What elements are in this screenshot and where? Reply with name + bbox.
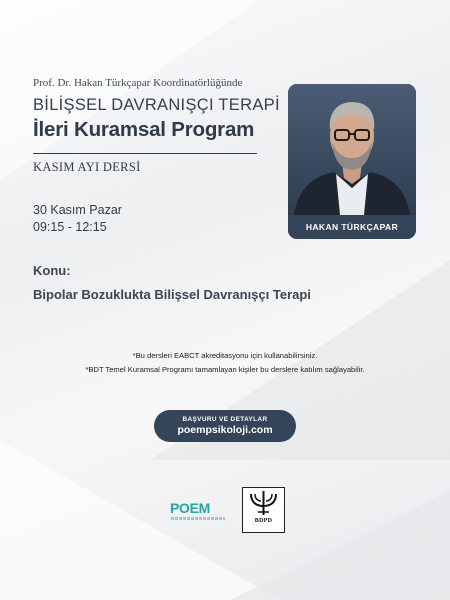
event-date: 30 Kasım Pazar: [33, 203, 122, 217]
bdpd-logo-label: BDPD: [254, 518, 273, 524]
apply-details-label: BAŞVURU VE DETAYLAR: [182, 416, 268, 423]
background-facet: [0, 440, 280, 600]
title-divider: [33, 153, 257, 154]
poem-logo-wordmark: POEM: [170, 500, 211, 516]
note-eabct: *Bu dersleri EABCT akreditasyonu için kullanabilirsiniz.: [132, 351, 318, 360]
website-link[interactable]: poempsikoloji.com: [177, 424, 273, 436]
speaker-name: HAKAN TÜRKÇAPAR: [288, 215, 416, 239]
bdpd-emblem-icon: [243, 488, 284, 518]
topic-label: Konu:: [33, 263, 71, 278]
notes: [0, 349, 450, 377]
note-prerequisite: *BDT Temel Kuramsal Programı tamamlayan kişiler bu derslere katılım sağlayabilir.: [85, 365, 365, 374]
program-title-line2: İleri Kuramsal Program: [33, 118, 255, 141]
bdpd-logo: [242, 487, 285, 533]
speaker-photo: [288, 84, 416, 215]
month-lecture-label: KASIM AYI DERSİ: [33, 160, 141, 174]
poem-logo-tagline: [171, 517, 225, 520]
topic-title: Bipolar Bozuklukta Bilişsel Davranışçı Terapi: [33, 287, 311, 302]
event-time: 09:15 - 12:15: [33, 220, 107, 234]
coordinator-line: Prof. Dr. Hakan Türkçapar Koordinatörlüğünde: [33, 77, 243, 89]
apply-details-button[interactable]: [154, 410, 296, 442]
program-title-line1: BİLİŞSEL DAVRANIŞÇI TERAPİ: [33, 96, 280, 114]
poem-logo: [170, 500, 226, 524]
speaker-card: [288, 84, 416, 239]
